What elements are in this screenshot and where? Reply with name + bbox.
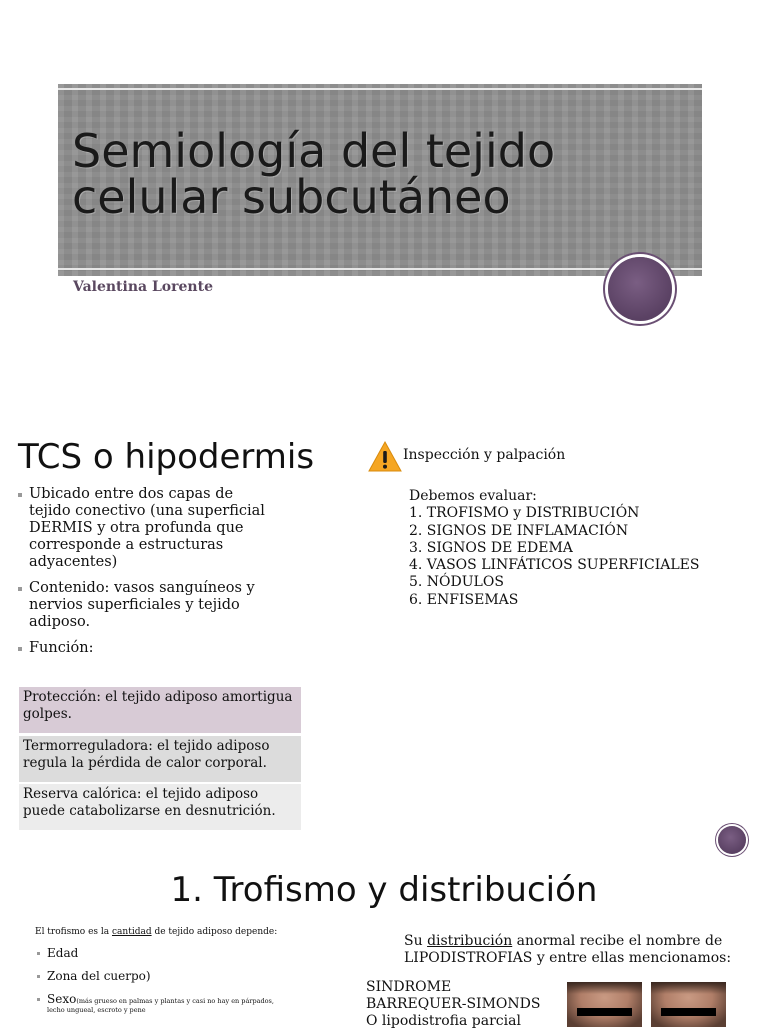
bullet-text: Función: [29,640,94,656]
title-band-top-line [58,88,702,90]
distribution-text [404,933,734,967]
syndrome-line: O lipodistrofia parcial [366,1013,521,1029]
bullet-text: Contenido: vasos sanguíneos y nervios superficiales y tejido adiposo. [29,580,255,630]
bullet-square-icon [37,952,40,955]
syndrome-name [366,979,540,1030]
title-band-bottom-line [58,268,702,270]
evaluation-item: 1. TROFISMO y DISTRIBUCIÓN [409,505,640,522]
distribution-text-part: Su [404,933,428,949]
function-box-protection: Protección: el tejido adiposo amortigua golpes. [19,687,301,733]
bullet-text: Ubicado entre dos capas de tejido conectivo (una superficial DERMIS y otra profunda que corresponde a estructuras adyacentes) [29,486,265,570]
bullet-item [18,580,278,631]
slide-title [0,0,768,384]
evaluation-item: 5. NÓDULOS [409,574,504,591]
evaluation-item: 2. SIGNOS DE INFLAMACIÓN [409,522,629,539]
factor-note: lecho ungueal, escroto y pene [47,1006,146,1014]
warning-label: Inspección y palpación [403,447,566,463]
presentation-title [72,124,692,224]
decorative-circle [608,257,672,321]
intro-text: de tejido adiposo depende: [151,927,278,937]
evaluation-item: 3. SIGNOS DE EDEMA [409,539,573,556]
title-line-1: Semiología del tejido [72,124,556,178]
function-box-thermoregulation: Termorreguladora: el tejido adiposo regula la pérdida de calor corporal. [19,736,301,782]
bullet-square-icon [18,647,22,651]
photo-hair [651,982,726,994]
slide-tcs-hipodermis [0,384,768,864]
patient-photo [567,982,642,1027]
syndrome-line: SINDROME [366,979,452,995]
bullet-square-icon [37,998,40,1001]
patient-photo [651,982,726,1027]
bullet-item [18,486,278,571]
bullet-square-icon [18,587,22,591]
function-box-caloric-reserve: Reserva calórica: el tejido adiposo puede catabolizarse en desnutrición. [19,784,301,830]
distribution-text-part: anormal recibe el nombre de LIPODISTROFIAS y entre ellas mencionamos: [404,933,732,966]
evaluation-intro: Debemos evaluar: [409,488,537,504]
syndrome-line: BARREQUER-SIMONDS [366,996,541,1012]
photo-hair [567,982,642,994]
intro-text: El trofismo es la [35,927,112,937]
factor-item [37,969,274,983]
evaluation-item: 6. ENFISEMAS [409,591,519,608]
bullet-list [18,486,278,666]
slide-trofismo [0,864,768,1029]
trofismo-intro [35,927,277,937]
bullet-square-icon [37,975,40,978]
slide-heading: TCS o hipodermis [18,437,315,477]
author-name: Valentina Lorente [73,279,213,295]
factor-text: Zona del cuerpo) [47,969,151,983]
factor-item [37,992,274,1014]
photo-eye-bar [661,1008,716,1016]
warning-triangle-icon [368,440,402,474]
title-line-2: celular subcutáneo [72,170,511,224]
evaluation-item: 4. VASOS LINFÁTICOS SUPERFICIALES [409,557,700,574]
factor-note: (más grueso en palmas y plantas y casi no hay en párpados, [76,997,274,1005]
evaluation-list [409,488,699,609]
factor-list [37,946,274,1023]
intro-underlined: cantidad [112,927,152,937]
factor-text: Edad [47,946,79,960]
bullet-square-icon [18,493,22,497]
factor-item [37,946,274,960]
slide-heading: 1. Trofismo y distribución [170,870,598,910]
decorative-circle [718,826,746,854]
factor-text: Sexo [47,992,77,1006]
distribution-underlined: distribución [427,933,513,949]
photo-eye-bar [577,1008,632,1016]
bullet-item [18,640,278,657]
